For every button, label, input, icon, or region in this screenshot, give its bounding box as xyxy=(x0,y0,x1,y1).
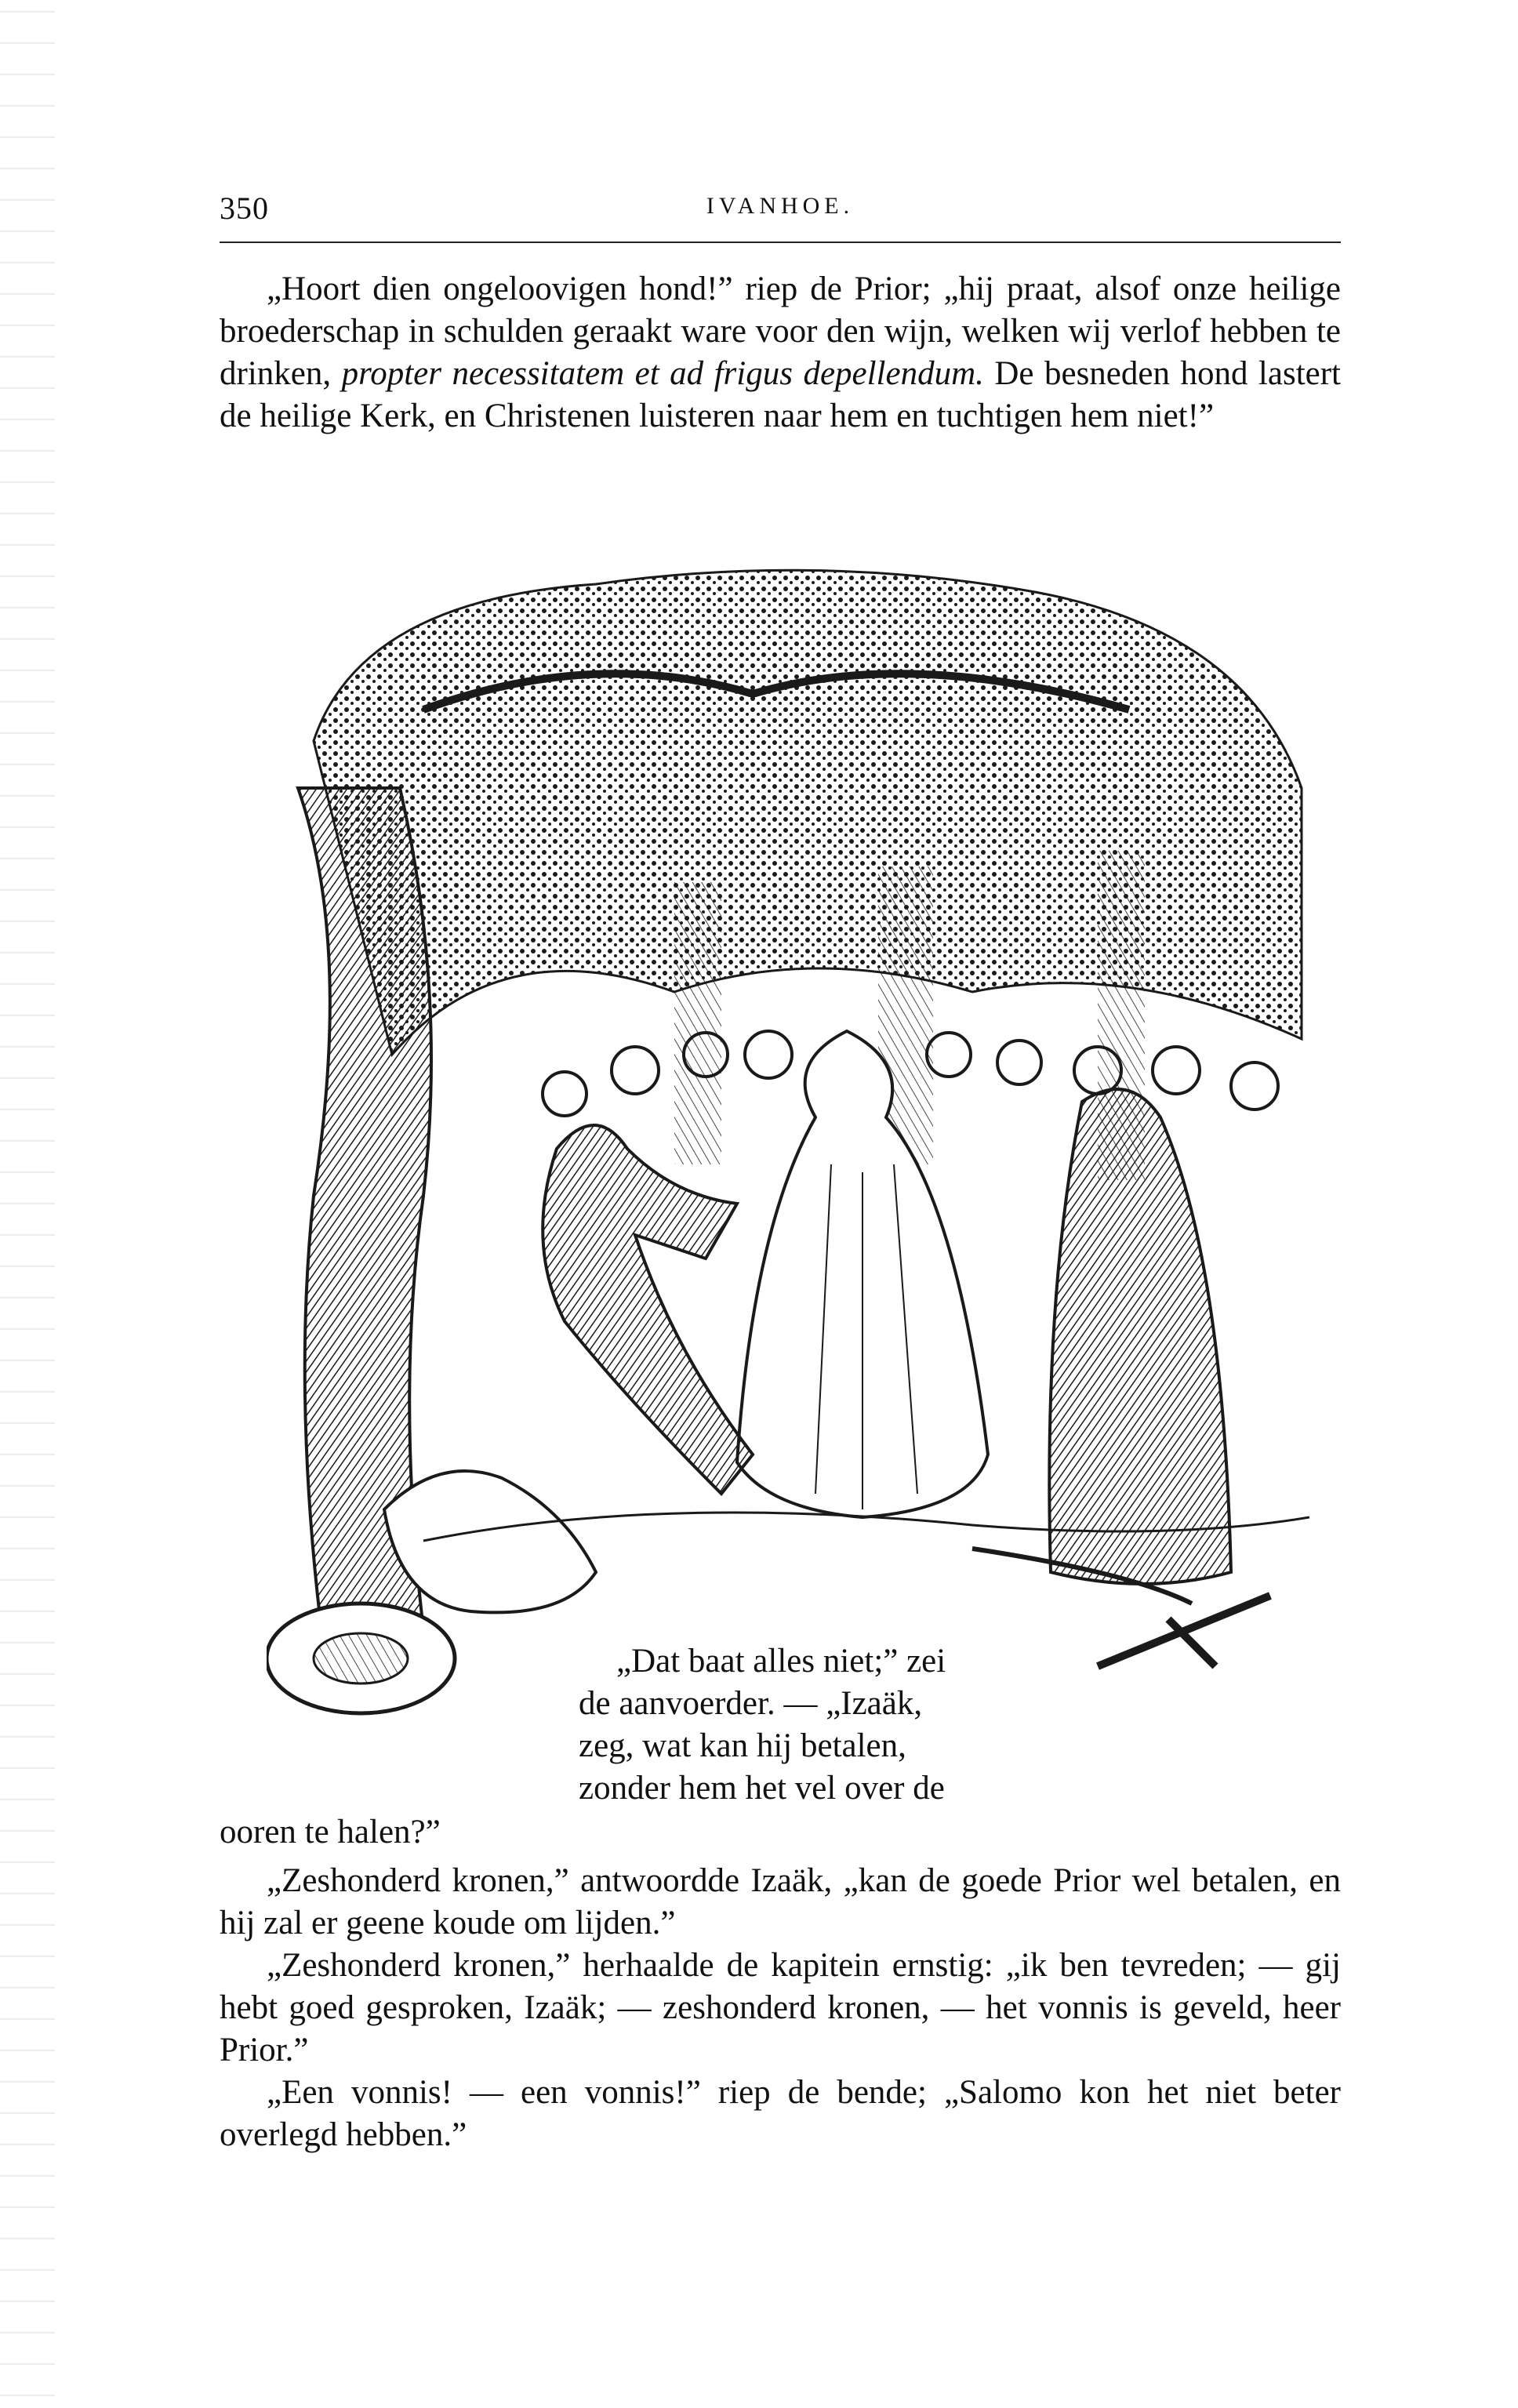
page-edge-specks xyxy=(0,0,55,2408)
paragraph-2-continuation: ooren te halen?” xyxy=(220,1814,441,1850)
latin-phrase: propter necessitatem et ad frigus depellendum. xyxy=(341,355,984,392)
tree-canopy xyxy=(314,570,1302,1055)
wrapped-text-block xyxy=(571,1640,1018,1810)
paragraph-1-text-b: De besneden hond lastert de heilige Kerk, en Christenen luisteren naar hem en tuchtigen hem niet!” xyxy=(220,355,1341,434)
wrapped-line-4: zonder hem het vel over de xyxy=(579,1770,945,1807)
paragraph-1-text-a: „Hoort dien ongeloovigen hond!” riep de Prior; „hij praat, alsof onze heilige broederschap in schulden geraakt ware voor den wijn, welken wij verlof hebben te drinken, xyxy=(220,271,1341,392)
crossbow xyxy=(1098,1596,1270,1666)
wrapped-line-3: zeg, wat kan hij betalen, xyxy=(579,1727,906,1764)
cloaked-figure xyxy=(1049,1089,1231,1584)
wrapped-line-2: de aanvoerder. — „Izaäk, xyxy=(579,1685,923,1722)
paragraph-5: „Een vonnis! — een vonnis!” riep de bende; „Salomo kon het niet beter overlegd hebben.” xyxy=(220,2074,1341,2153)
engraving-illustration xyxy=(267,553,1309,1788)
page-number: 350 xyxy=(220,191,269,226)
paragraph-3: „Zeshonderd kronen,” antwoordde Izaäk, „kan de goede Prior wel betalen, en hij zal er geene koude om lijden.” xyxy=(220,1862,1341,1941)
captain-figure xyxy=(543,1125,753,1494)
header-rule xyxy=(220,242,1341,243)
paragraph-1 xyxy=(220,268,1341,438)
paragraph-4: „Zeshonderd kronen,” herhaalde de kapitein ernstig: „ik ben tevreden; — gij hebt goed gesproken, Izaäk; — zeshonderd kronen, — het vonnis is geveld, heer Prior.” xyxy=(220,1947,1341,2068)
wrapped-line-1: „Dat baat alles niet;” zei xyxy=(616,1643,946,1680)
running-title: IVANHOE. xyxy=(706,193,855,219)
page-header xyxy=(220,190,1341,237)
